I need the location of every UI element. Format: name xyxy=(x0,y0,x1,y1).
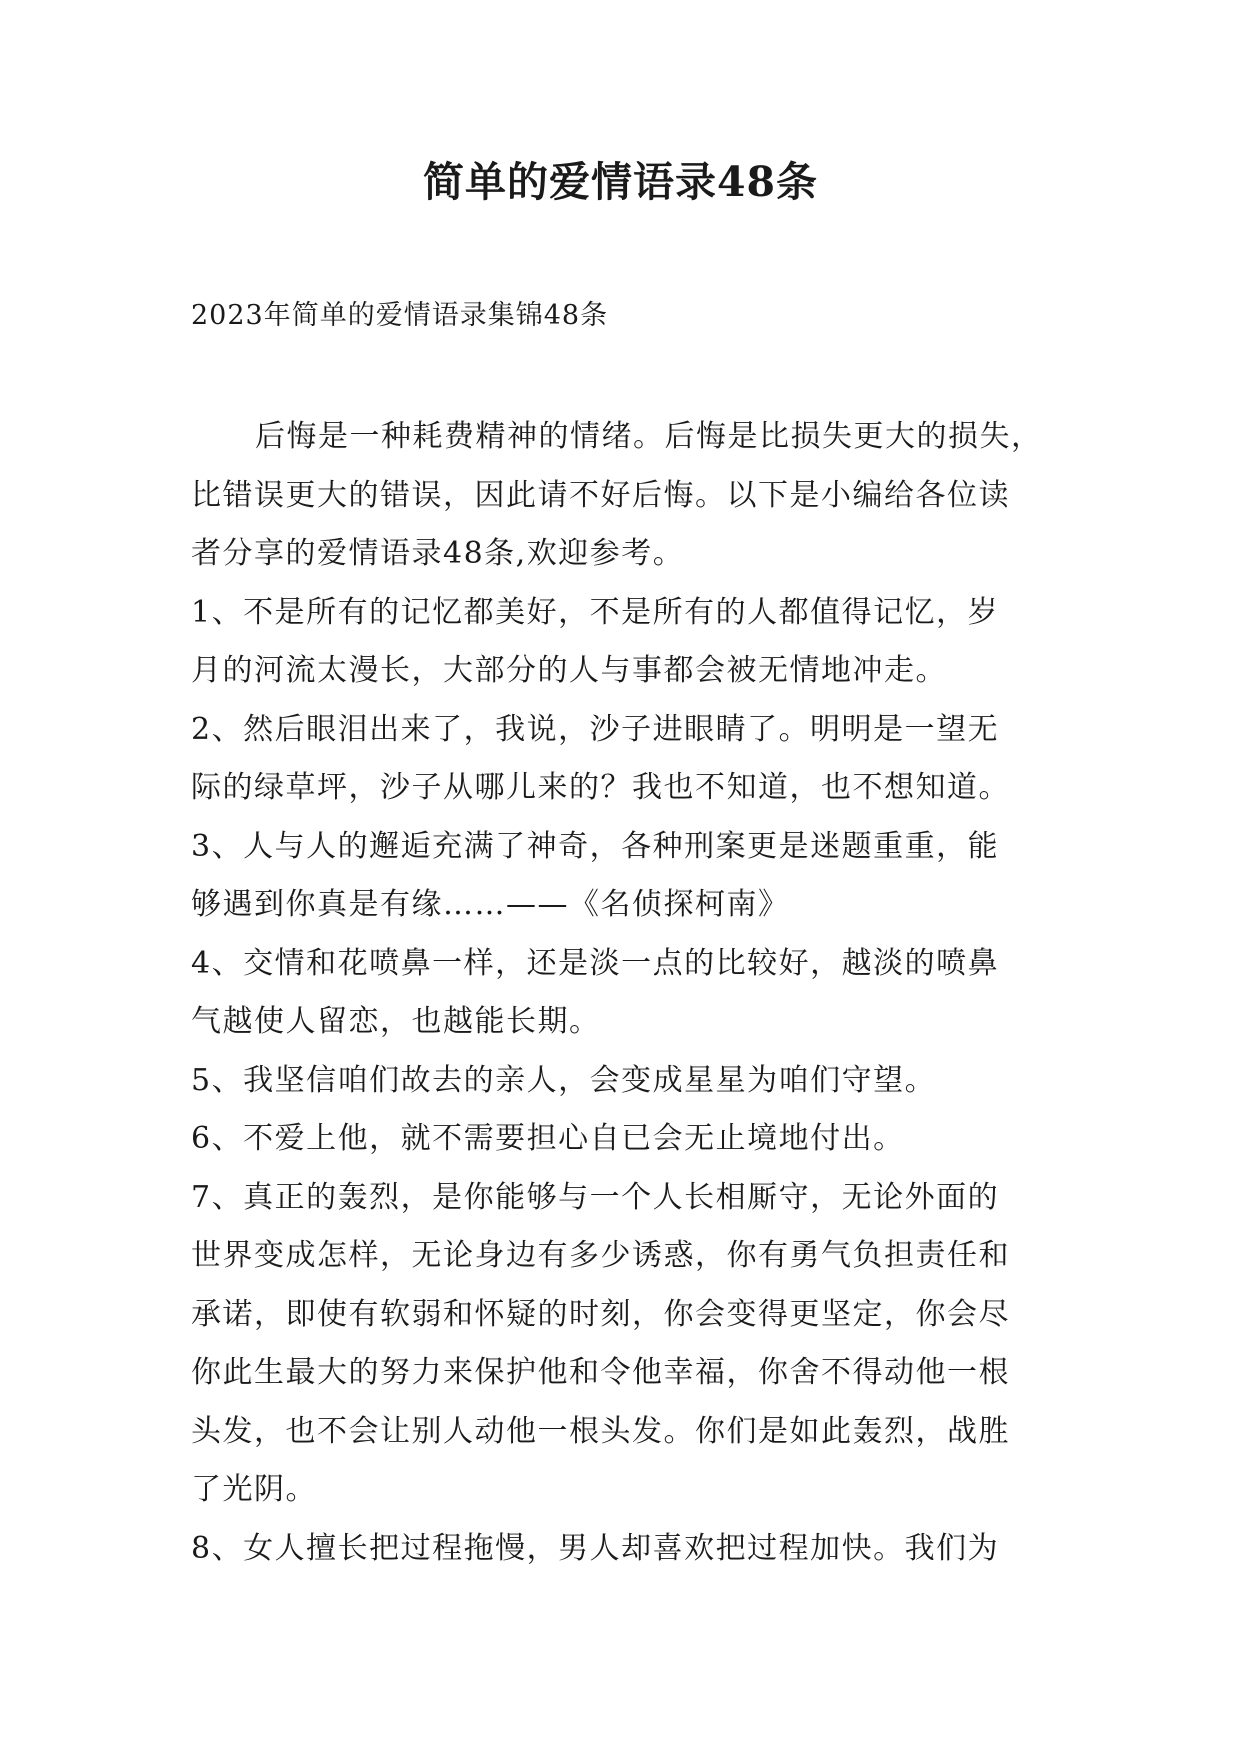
quote-line: 你此生最大的努力来保护他和令他幸福，你舍不得动他一根 xyxy=(191,1355,1010,1390)
quote-line: 6、不爱上他，就不需要担心自已会无止境地付出。 xyxy=(191,1121,905,1156)
quote-line: 承诺，即使有软弱和怀疑的时刻，你会变得更坚定，你会尽 xyxy=(191,1296,1010,1332)
quote-line: 3、人与人的邂逅充满了神奇，各种刑案更是迷题重重，能 xyxy=(191,828,1000,864)
document-body xyxy=(191,408,1071,1578)
document-subtitle: 2023年简单的爱情语录集锦48条 xyxy=(191,300,609,331)
quote-line: 4、交情和花喷鼻一样，还是淡一点的比较好，越淡的喷鼻 xyxy=(191,945,1000,981)
quote-line: 际的绿草坪，沙子从哪儿来的？我也不知道，也不想知道。 xyxy=(191,770,1010,805)
quote-line: 头发，也不会让别人动他一根头发。你们是如此轰烈，战胜 xyxy=(191,1413,1010,1449)
quote-line: 够遇到你真是有缘……——《名侦探柯南》 xyxy=(191,887,790,922)
quote-line: 8、女人擅长把过程拖慢，男人却喜欢把过程加快。我们为 xyxy=(191,1530,1000,1566)
intro-line: 比错误更大的错误，因此请不好后悔。以下是小编给各位读 xyxy=(191,477,1010,513)
quote-line: 1、不是所有的记忆都美好，不是所有的人都值得记忆，岁 xyxy=(191,594,1000,630)
intro-line: 者分享的爱情语录48条,欢迎参考。 xyxy=(191,536,685,571)
quote-line: 7、真正的轰烈，是你能够与一个人长相厮守，无论外面的 xyxy=(191,1179,1000,1215)
quote-line: 5、我坚信咱们故去的亲人，会变成星星为咱们守望。 xyxy=(191,1062,937,1098)
document-title: 简单的爱情语录48条 xyxy=(422,158,819,206)
quote-line: 月的河流太漫长，大部分的人与事都会被无情地冲走。 xyxy=(191,653,947,688)
intro-line: 后悔是一种耗费精神的情绪。后悔是比损失更大的损失， xyxy=(255,419,1043,454)
quote-line: 世界变成怎样，无论身边有多少诱惑，你有勇气负担责任和 xyxy=(191,1238,1010,1273)
quote-line: 气越使人留恋，也越能长期。 xyxy=(191,1004,601,1039)
quote-line: 了光阴。 xyxy=(191,1472,317,1507)
quote-line: 2、然后眼泪出来了，我说，沙子进眼睛了。明明是一望无 xyxy=(191,711,1000,747)
